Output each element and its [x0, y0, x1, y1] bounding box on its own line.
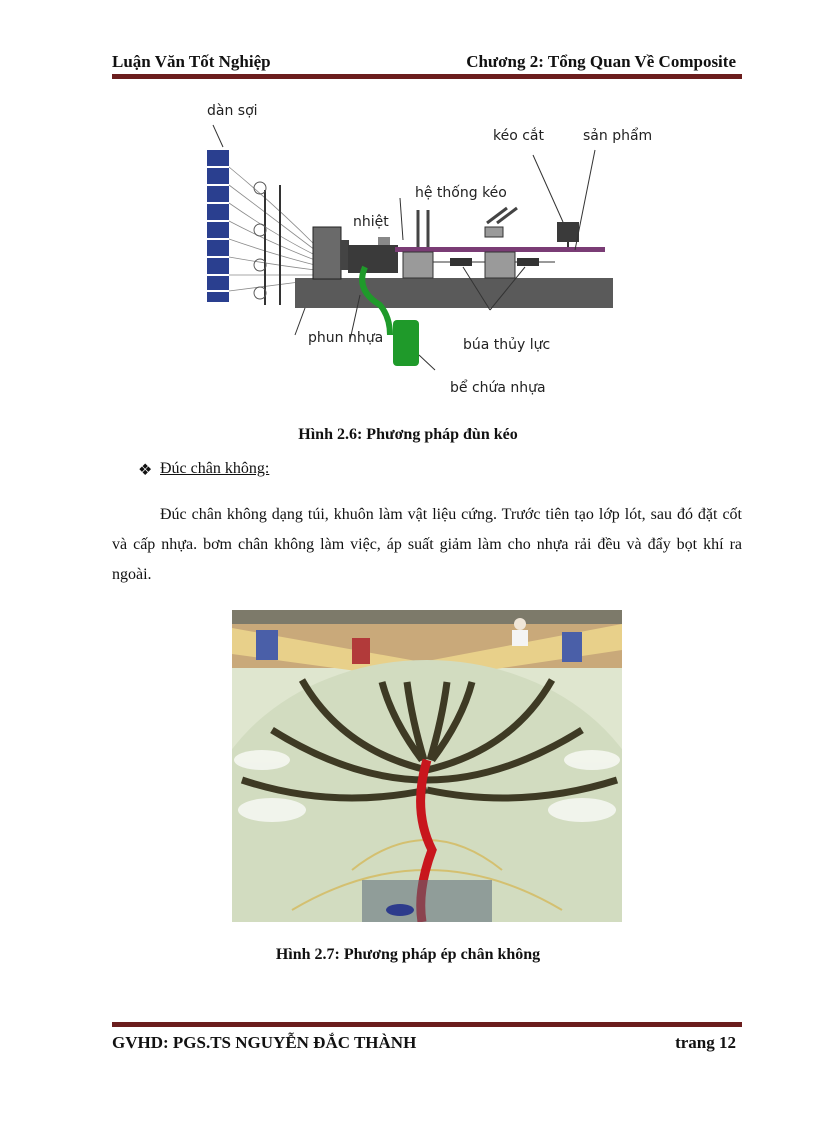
label-fiber-creel: dàn sợi: [207, 103, 258, 119]
section-paragraph: Đúc chân không dạng túi, khuôn làm vật liệu cứng. Trước tiên tạo lớp lót, sau đó đặt cốt và cấp nhựa. bơm chân không làm việc, áp suất giảm làm cho nhựa rải đều và đẩy bọt khí ra ngoài.: [112, 506, 742, 583]
resin-injection-unit: [313, 227, 341, 279]
label-heat: nhiệt: [353, 214, 389, 230]
machine-base: [295, 278, 613, 308]
footer-page-number: trang 12: [675, 1033, 736, 1052]
figure2-caption: Hình 2.7: Phương pháp ép chân không: [275, 946, 541, 963]
figure1-caption: Hình 2.6: Phương pháp đùn kéo: [298, 426, 518, 443]
diamond-bullet-icon: ❖: [138, 462, 153, 479]
header-right: Chương 2: Tổng Quan Về Composite: [466, 52, 736, 71]
label-cutter: kéo cắt: [493, 128, 545, 144]
product-profile: [395, 247, 605, 252]
puller-units: [403, 208, 555, 278]
label-resin-tank: bể chứa nhựa: [450, 380, 546, 396]
label-product: sản phẩm: [583, 128, 653, 144]
resin-tank: [393, 320, 419, 366]
vacuum-molding-photo: [232, 610, 622, 922]
label-hydraulic-hammer: búa thủy lực: [463, 337, 551, 353]
heated-die: [348, 245, 398, 273]
footer-rule: [112, 1022, 742, 1027]
header-left: Luận Văn Tốt Nghiệp: [112, 52, 271, 71]
label-puller-system: hệ thống kéo: [415, 185, 507, 201]
label-resin-injection: phun nhựa: [308, 330, 384, 346]
fiber-strands: [229, 167, 315, 291]
cutter-unit: [557, 222, 579, 242]
fiber-creel: [207, 125, 229, 302]
footer-left: GVHD: PGS.TS NGUYỄN ĐẮC THÀNH: [112, 1033, 417, 1052]
header-rule: [112, 74, 742, 79]
pultrusion-diagram-svg: [195, 95, 625, 405]
pultrusion-diagram: [195, 95, 653, 405]
vacuum-molding-photo-svg: [232, 610, 622, 922]
section-title: Đúc chân không:: [160, 460, 270, 477]
